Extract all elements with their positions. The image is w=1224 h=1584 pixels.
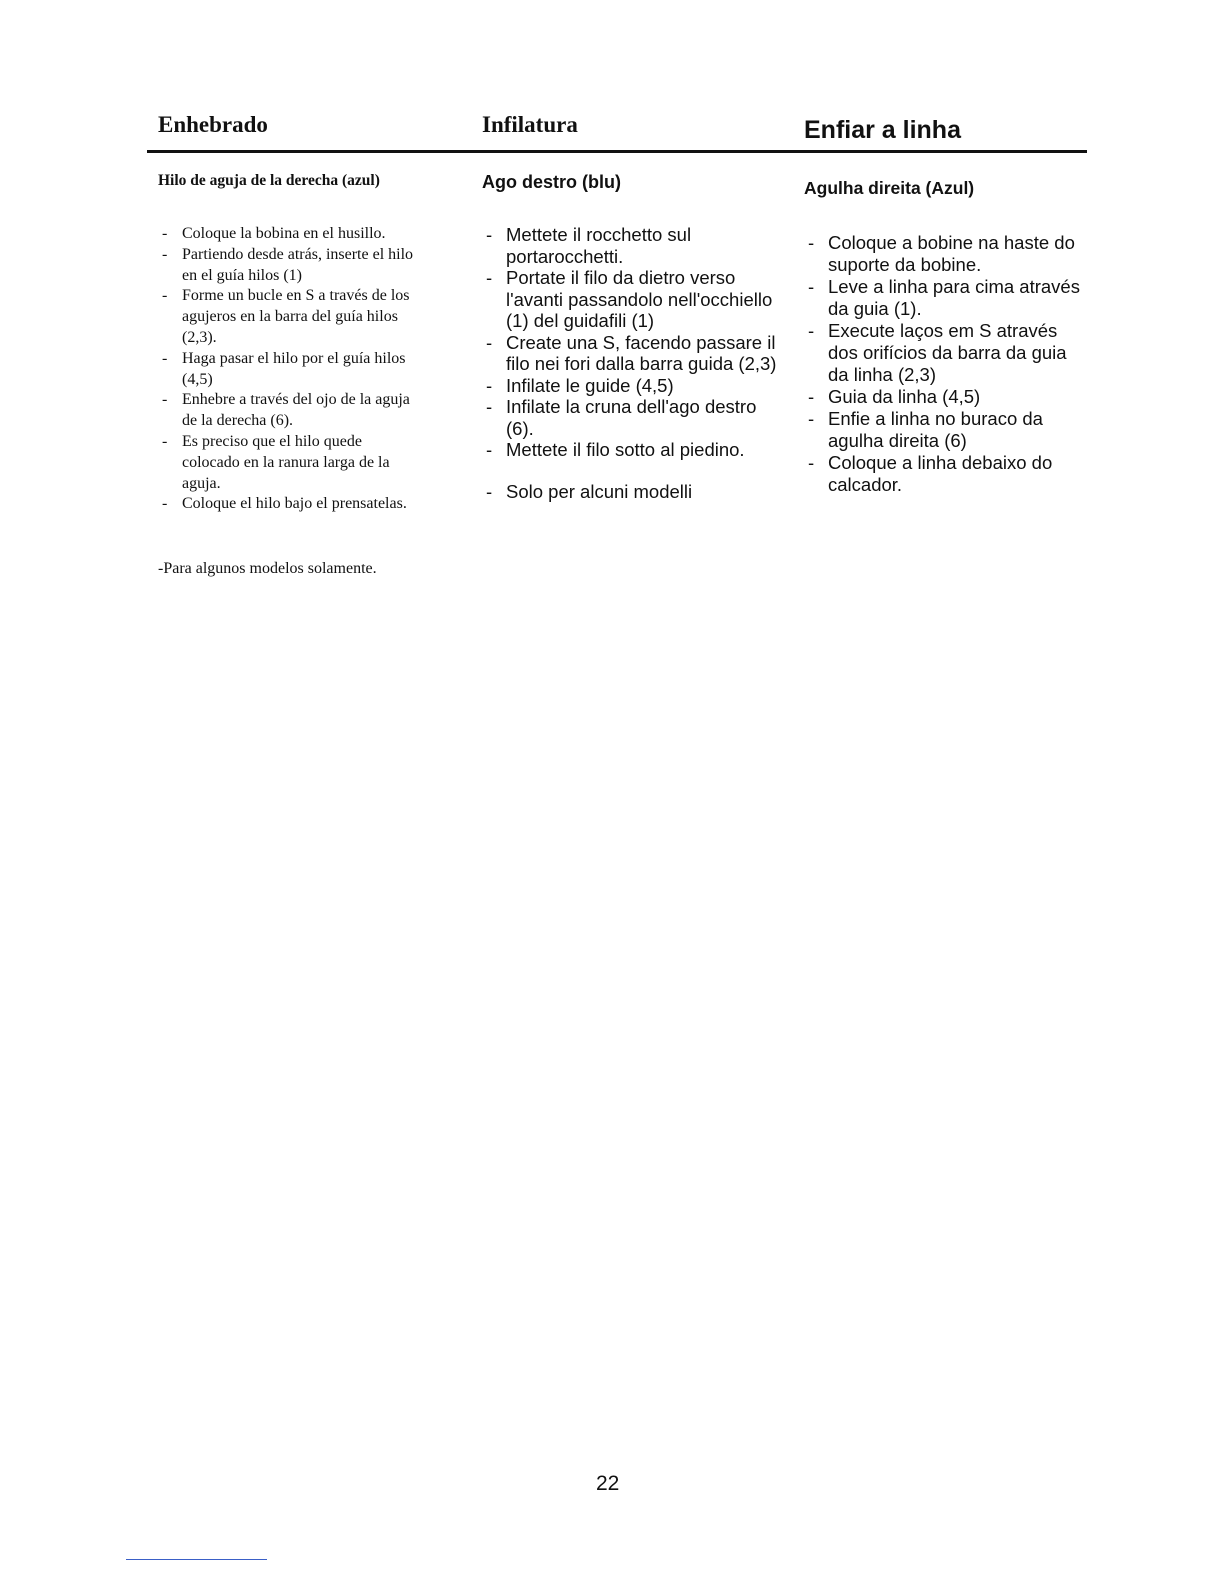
list-item: - Mettete il filo sotto al piedino. (482, 439, 777, 461)
note-spanish: -Para algunos modelos solamente. (158, 560, 377, 577)
section-title-portuguese: Enfiar a linha (804, 116, 961, 144)
list-item: - Coloque el hilo bajo el prensatelas. (158, 494, 423, 515)
list-item: - Portate il filo da dietro verso l'avanti passandolo nell'occhiello (1) del guidafili (1) (482, 267, 777, 332)
column-italian (482, 112, 782, 502)
list-item: - Forme un bucle en S a través de los agujeros en la barra del guía hilos (2,3). (158, 286, 423, 348)
list-item: - Partiendo desde atrás, inserte el hilo en el guía hilos (1) (158, 245, 423, 287)
list-item: - Enhebre a través del ojo de la aguja de la derecha (6). (158, 390, 423, 432)
list-item: - Enfie a linha no buraco da agulha direita (6) (804, 408, 1089, 452)
steps-list-portuguese (804, 232, 1089, 496)
column-spanish (158, 112, 458, 577)
list-item: - Execute laços em S através dos orifícios da barra da guia da linha (2,3) (804, 320, 1089, 386)
list-item: - Leve a linha para cima através da guia (1). (804, 276, 1089, 320)
subtitle-portuguese: Agulha direita (Azul) (804, 178, 975, 198)
subtitle-italian: Ago destro (blu) (482, 172, 621, 192)
list-item: - Coloque la bobina en el husillo. (158, 224, 423, 245)
steps-list-spanish (158, 224, 423, 515)
list-item: - Haga pasar el hilo por el guía hilos (4,5) (158, 349, 423, 391)
header-rule (147, 150, 1087, 153)
list-item: - Guia da linha (4,5) (804, 386, 1089, 408)
footer-line (126, 1559, 267, 1560)
list-item: - Infilate la cruna dell'ago destro (6). (482, 396, 777, 439)
list-item: - Coloque a linha debaixo do calcador. (804, 452, 1089, 496)
page-number: 22 (596, 1472, 620, 1495)
list-item: - Coloque a bobine na haste do suporte da bobine. (804, 232, 1089, 276)
list-item: - Create una S, facendo passare il filo nei fori dalla barra guida (2,3) (482, 332, 777, 375)
section-title-italian: Infilatura (482, 112, 578, 137)
column-portuguese (804, 116, 1094, 495)
list-item: - Solo per alcuni modelli (482, 481, 777, 503)
steps-list-italian (482, 224, 777, 502)
section-title-spanish: Enhebrado (158, 112, 268, 137)
subtitle-spanish: Hilo de aguja de la derecha (azul) (158, 172, 380, 189)
list-item: - Mettete il rocchetto sul portarocchetti. (482, 224, 777, 267)
list-item: - Es preciso que el hilo quede colocado en la ranura larga de la aguja. (158, 432, 423, 494)
list-item: - Infilate le guide (4,5) (482, 375, 777, 397)
